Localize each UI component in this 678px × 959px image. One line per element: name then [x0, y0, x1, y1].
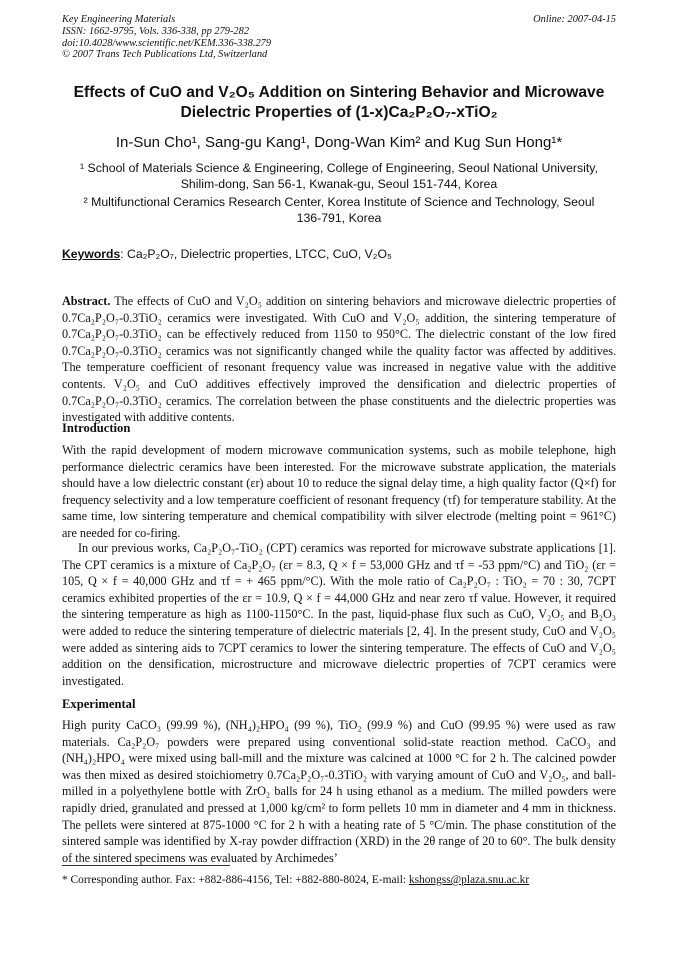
- footnote-divider: [62, 865, 230, 866]
- introduction-heading: Introduction: [62, 421, 131, 435]
- keywords-label: Keywords: [62, 247, 121, 261]
- journal-name: Key Engineering Materials: [62, 14, 176, 25]
- introduction-paragraph-1: With the rapid development of modern microwave communication systems, such as mobile telephone, high performance dielectric ceramics have been interested. For the microwave substrate application, the materials should have a low dielectric constant (εr) about 10 to reduce the signal delay time, a high quality factor (Q×f) for frequency selectivity and a low temperature coefficient of resonant frequency (τf) for temperature stability. At the same time, low sintering temperature and chemical compatibility with silver electrode (melting point = 961°C) are needed for co-firing.: [62, 443, 616, 540]
- paper-title: Effects of CuO and V₂O₅ Addition on Sintering Behavior and Microwave Dielectric Properties of (1-x)Ca₂P₂O₇-xTiO₂: [73, 84, 605, 121]
- copyright-line: © 2007 Trans Tech Publications Ltd, Switzerland: [62, 49, 268, 61]
- online-date: Online: 2007-04-15: [533, 14, 616, 25]
- affiliation-1: ¹ School of Materials Science & Engineering, College of Engineering, Seoul National University, Shilim-dong, San 56-1, Kwanak-gu, Seoul 151-744, Korea: [80, 161, 598, 191]
- keywords-text: : Ca₂P₂O₇, Dielectric properties, LTCC, CuO, V₂O₅: [120, 247, 392, 261]
- abstract-label: Abstract.: [62, 294, 111, 308]
- abstract-text: The effects of CuO and V₂O₅ addition on sintering behaviors and microwave dielectric properties of 0.7Ca₂P₂O₇-0.3TiO₂ ceramics were investigated. With CuO and V₂O₅ addition, the sintering temperature of 0.7Ca₂P₂O₇-0.3TiO₂ can be effectively reduced from 1150 to 950°C. The dielectric constant of the low fired 0.7Ca₂P₂O₇-0.3TiO₂ ceramics was not significantly changed while the quality factor was affected by additives. The temperature coefficient of resonant frequency value was increased in negative value with the additive contents. V₂O₅ and CuO additives effectively improved the densification and dielectric properties of 0.7Ca₂P₂O₇-0.3TiO₂ ceramics. The correlation between the phase constituents and the dielectric properties was investigated with additive contents.: [62, 294, 617, 425]
- corresponding-author-footnote: [62, 873, 616, 887]
- affiliation-2: ² Multifunctional Ceramics Research Center, Korea Institute of Science and Technology, Seoul 136-791, Korea: [83, 195, 595, 225]
- journal-header: [62, 14, 616, 61]
- doi-line: doi:10.4028/www.scientific.net/KEM.336-338.279: [62, 37, 272, 49]
- issn-line: ISSN: 1662-9795, Vols. 336-338, pp 279-282: [62, 25, 250, 37]
- abstract: [62, 293, 616, 426]
- author-list: In-Sun Cho¹, Sang-gu Kang¹, Dong-Wan Kim² and Kug Sun Hong¹*: [115, 134, 563, 151]
- experimental-heading: Experimental: [62, 697, 136, 711]
- footnote-text: * Corresponding author. Fax: +882-886-4156, Tel: +882-880-8024, E-mail:: [62, 874, 409, 886]
- experimental-paragraph-1: High purity CaCO₃ (99.99 %), (NH₄)₂HPO₄ (99 %), TiO₂ (99.9 %) and CuO (99.95 %) were used as raw materials. Ca₂P₂O₇ powders were prepared using conventional solid-state reaction method. CaCO₃ and (NH₄)₂HPO₄ were mixed using ball-mill and the mixture was calcined at 1000 °C for 2 h. The calcined powder was then mixed as desired stoichiometry 0.7Ca₂P₂O₇-0.3TiO₂ with varying amount of CuO and V₂O₅, and ball-milled in a polyethylene bottle with ZrO₂ balls for 24 h using ethanol as a medium. The milled powders were rapidly dried, granulated and pressed at 1,000 kg/cm² to form pellets 10 mm in diameter and 4 mm in thickness. The pellets were sintered at 875-1000 °C for 2 h with a heating rate of 5 °C/min. The phase constitution of the sintered sample was identified by X-ray powder diffraction (XRD) in the 2θ range of 20 to 60°. The bulk density of the sintered specimens was evaluated by Archimedes’: [62, 718, 616, 865]
- introduction-paragraph-2: In our previous works, Ca₂P₂O₇-TiO₂ (CPT) ceramics was reported for microwave substrate applications [1]. The CPT ceramics is a mixture of Ca₂P₂O₇ (εr = 8.3, Q × f = 53,000 GHz and τf = -53 ppm/°C) and TiO₂ (εr = 105, Q × f = 40,000 GHz and τf = + 465 ppm/°C). With the mole ratio of Ca₂P₂O₇ : TiO₂ = 70 : 30, 7CPT ceramics exhibited properties of the εr = 10.9, Q × f = 44,000 GHz and near zero τf value. However, it required the sintering temperature as high as 1100-1150°C. In the past, liquid-phase flux such as CuO, V₂O₅ and B₂O₃ were added to reduce the sintering temperature of dielectric materials [2, 4]. In the present study, CuO and V₂O₅ were added as sintering aids to 7CPT ceramics to lower the sintering temperature. The effects of CuO and V₂O₅ addition on the densification, microstructure and microwave dielectric properties of 7CPT ceramics were investigated.: [62, 541, 616, 688]
- keywords: [62, 246, 616, 262]
- email-link[interactable]: kshongss@plaza.snu.ac.kr: [408, 874, 530, 886]
